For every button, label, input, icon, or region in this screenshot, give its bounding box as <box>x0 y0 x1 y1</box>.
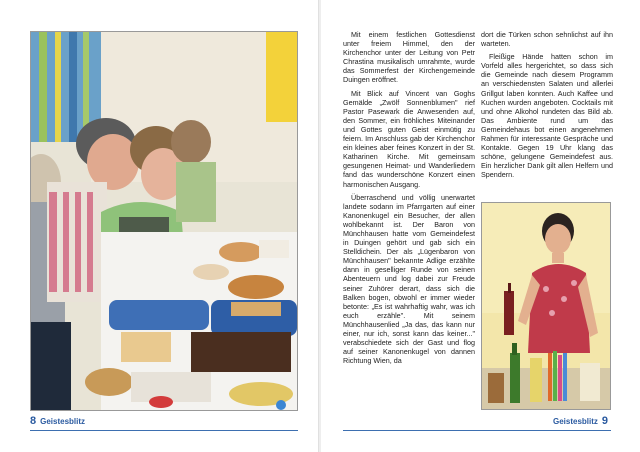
left-footer <box>30 415 85 427</box>
right-page <box>321 0 640 452</box>
paragraph: dort die Türken schon sehnlichst auf ihn warteten. <box>481 30 613 49</box>
paragraph: Fleißige Hände hatten schon im Vorfeld alles hergerichtet, so dass sich die Gemeinde nach diesem Programm an verschiedensten Salaten und allerlei Grillgut laben konnten. Auch Kaffee und Kuchen wurden angeboten. Cocktails mit und ohne Alkohol rundeten das Bild ab. Das Ambiente rund um das Gemeindehaus bot einen angenehmen Rahmen für interessante Gespräche und Kontakte. Gegen 19 Uhr klang das schöne, gelungene Gemeindefest aus. Ein herzlicher Dank gilt allen Helfern und Spendern. <box>481 52 613 180</box>
article-column-1 <box>343 30 475 369</box>
footer-rule <box>343 430 611 431</box>
page-number: 8 <box>30 415 37 427</box>
page-number: 9 <box>601 415 609 427</box>
footer-rule <box>30 430 298 431</box>
helper-photo <box>481 202 611 410</box>
magazine-title: Geistesblitz <box>40 417 86 426</box>
left-page <box>0 0 319 452</box>
right-footer <box>553 415 608 427</box>
helper-photo-image <box>482 203 610 409</box>
paragraph: Mit Blick auf Vincent van Goghs Gemälde „Zwölf Sonnenblumen" rief Pastor Pasewark die Anwesenden auf, den Sommer, ein fröhliches Miteinander und Gottes guten Geist einmütig zu feiern. Im Anschluss gab der Kirchenchor ein kleines aber feines Konzert in der St. Katharinen Kirche. Mit gemeinsam gesungenen Heimat- und Wanderliedern fand das wunderschöne Konzert einen harmonischen Ausgang. <box>343 88 475 189</box>
magazine-title: Geistesblitz <box>553 417 598 426</box>
paragraph: Mit einem festlichen Gottesdienst unter freiem Himmel, den der Kirchenchor unter der Leitung von Petr Chrastina musikalisch umrahmte, wurde das Sommerfest der Kirchengemeinde Duingen eröffnet. <box>343 30 475 85</box>
article-column-2 <box>481 30 613 184</box>
buffet-photo-image <box>31 32 297 410</box>
paragraph: Überraschend und völlig unerwartet landete sodann im Pfarrgarten auf einer Kanonenkugel ein Besucher, der allen wohlbekannt ist. Der Baron von Münchhausen hatte vom Gemeindefest in Duingen gehört und gab sich ein Stelldichein. Der als „Lügenbaron von Münchhausen" bekannte Adlige erzählte dann in geselliger Runde von seinen Abenteuern und log dabei zur Freude seiner Zuhörer derart, dass sich die Balken bogen, obwohl er immer wieder betonte: „Es ist wahrhaftig wahr, was ich euch erzähle". Mit seinem Münchhausenlied „Ja das, das kann nur einer, nur ich, sonst kann das keiner..." verabschiedete sich der Gast und flog auf seiner Kanonenkugel von dannen Richtung Wien, da <box>343 192 475 366</box>
buffet-photo <box>30 31 298 411</box>
